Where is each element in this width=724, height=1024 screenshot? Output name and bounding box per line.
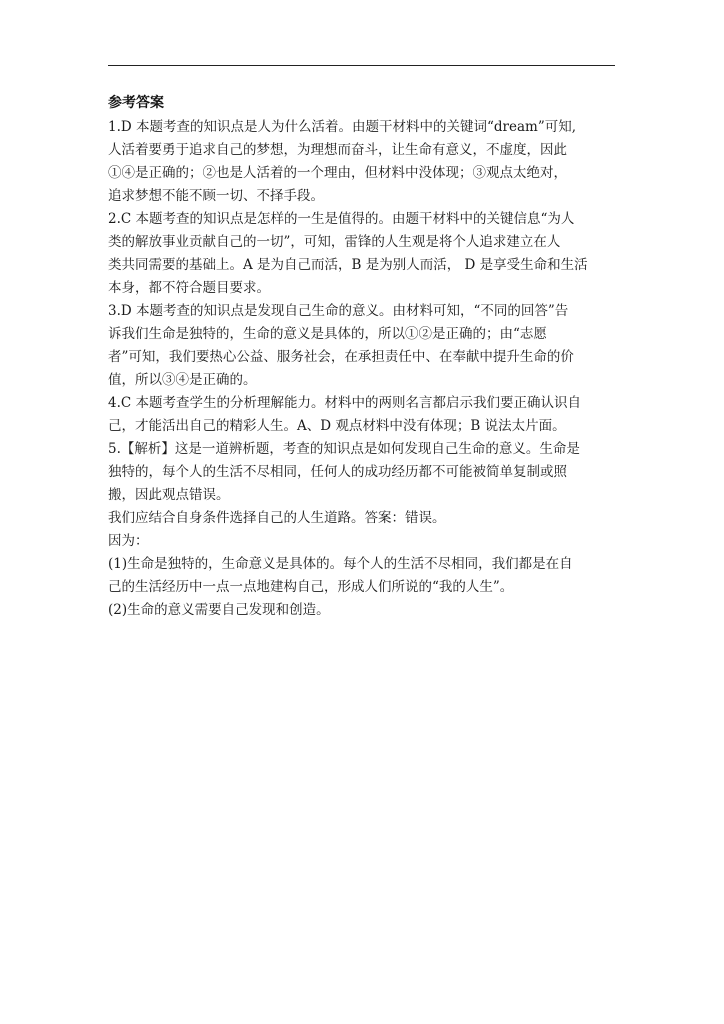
text-line: 诉我们生命是独特的，生命的意义是具体的，所以①②是正确的；由“志愿 bbox=[108, 326, 547, 342]
text-line: 1.D 本题考查的知识点是人为什么活着。由题干材料中的关键词“dream”可知, bbox=[108, 119, 577, 135]
top-divider bbox=[108, 65, 615, 66]
text-line: (2)生命的意义需要自己发现和创造。 bbox=[108, 602, 330, 618]
text-line: 3.D 本题考查的知识点是发现自己生命的意义。由材料可知，“不同的回答”告 bbox=[108, 303, 569, 319]
text-line: 4.C 本题考查学生的分析理解能力。材料中的两则名言都启示我们要正确认识自 bbox=[108, 395, 581, 411]
answer-section bbox=[108, 93, 620, 622]
text-line: 类共同需要的基础上。A 是为自己而活，B 是为别人而活， D 是享受生命和生活 bbox=[108, 257, 588, 273]
text-line: 我们应结合自身条件选择自己的人生道路。答案：错误。 bbox=[108, 510, 446, 526]
text-line: (1)生命是独特的，生命意义是具体的。每个人的生活不尽相同，我们都是在自 bbox=[108, 556, 573, 572]
text-line: ①④是正确的；②也是人活着的一个理由，但材料中没体现；③观点太绝对， bbox=[108, 165, 567, 181]
text-line: 搬，因此观点错误。 bbox=[108, 487, 230, 503]
text-line: 5.【解析】这是一道辨析题，考查的知识点是如何发现自己生命的意义。生命是 bbox=[108, 441, 580, 457]
text-line: 2.C 本题考查的知识点是怎样的一生是值得的。由题干材料中的关键信息“为人 bbox=[108, 211, 575, 227]
text-line: 因为： bbox=[108, 533, 149, 549]
text-line: 己，才能活出自己的精彩人生。A、D 观点材料中没有体现；B 说法太片面。 bbox=[108, 418, 566, 434]
text-line: 人活着要勇于追求自己的梦想，为理想而奋斗，让生命有意义，不虚度，因此 bbox=[108, 142, 567, 158]
section-heading: 参考答案 bbox=[108, 95, 164, 111]
text-line: 己的生活经历中一点一点地建构自己，形成人们所说的“我的人生”。 bbox=[108, 579, 514, 595]
text-line: 本身，都不符合题目要求。 bbox=[108, 280, 270, 296]
answer-body bbox=[108, 116, 620, 622]
text-line: 者”可知，我们要热心公益、服务社会，在承担责任中、在奉献中提升生命的价 bbox=[108, 349, 574, 365]
text-line: 独特的，每个人的生活不尽相同，任何人的成功经历都不可能被简单复制或照 bbox=[108, 464, 567, 480]
text-line: 类的解放事业贡献自己的一切”，可知，雷锋的人生观是将个人追求建立在人 bbox=[108, 234, 561, 250]
text-line: 追求梦想不能不顾一切、不择手段。 bbox=[108, 188, 324, 204]
text-line: 值，所以③④是正确的。 bbox=[108, 372, 257, 388]
